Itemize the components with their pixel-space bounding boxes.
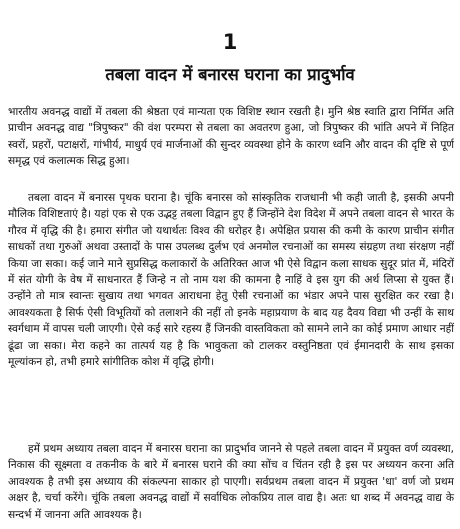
paragraph-1: भारतीय अवनद्ध वाद्यों में तबला की श्रेष्ठता एवं मान्यता एक विशिष्ट स्थान रखती है। मुनि श्रेष्ठ स्वाति द्वारा निर्मित अति प्राचीन अवनद्ध वाद्य "त्रिपुष्कर" की वंश परम्परा से तबला का अवतरण हुआ, जो त्रिपुष्कर की भांति अपने में निहित स्वरों, प्रहरों, पटाक्षरों, गांभीर्य, माधुर्य एवं मार्जनाओं की सुन्दर व्यवस्था होने के कारण ध्वनि और वादन की दृष्टि से पूर्ण समृद्ध एवं कलात्मक सिद्ध हुआ।: [8, 106, 454, 168]
paragraph-2: तबला वादन में बनारस पृथक घराना है। चूंकि बनारस को सांस्कृतिक राजधानी भी कही जाती है, इसकी अपनी मौलिक विशिष्टताएं है। यहां एक से एक उद्भट्ट तबला विद्वान हुए हैं जिन्होंने देश विदेश में अपने तबला वादन से भारत के गौरव में वृद्धि की है। हमारा संगीत जो यथार्थतः विश्व की धरोहर है। अपेक्षित प्रयास की कमी के कारण प्राचीन संगीत साधकों तथा गुरुओं अथवा उस्तादों के पास उपलब्ध दुर्लभ एवं अनमोल रचनाओं का समस्य संग्रहण तथा संरक्षण नहीं किया जा सका। कई जाने माने सुप्रसिद्ध कलाकारों के अतिरिक्त आज भी ऐसे विद्वान कला साधक सुदूर प्रांत में, मंदिरों में संत योगी के वेष में साधनारत हैं जिन्हे न तो नाम यश की कामना है नाहिं वे इस युग की अर्थ लिप्सा से युक्त हैं। उन्होंने तो मात्र स्वान्तः सुखाय तथा भगवत आराधना हेतु ऐसी रचनाओं का भंडार अपने पास सुरक्षित कर रखा है। आवश्यकता है सिर्फ ऐसी विभूतियों को तलाशने की नहीं तो इनके महाप्रयाण के बाद यह दैवय विद्या भी उन्हीं के साथ स्वर्गधाम में वापस चली जाएगी। ऐसे कई सारे रहस्य हैं जिनकी वास्तविकता को सामने लाने का कोई प्रमाण आधार नहीं ढूंढा जा सका। मेरा कहने का तात्पर्य यह है कि भावुकता को टालकर वस्तुनिष्ठता एवं ईमानदारी के साथ इसका मूल्यांकन हो, तभी हमारे सांगीतिक कोश में वृद्धि होगी।: [8, 192, 454, 369]
paragraph-3: हमें प्रथम अध्याय तबला वादन में बनारस घराना का प्रादुर्भाव जानने से पहले तबला वादन में प्रयुक्त वर्ण व्यवस्था, निकास की सूक्ष्मता व तकनीक के बारे में बनारस घराने की क्या सोंच व चिंतन रही है इस पर अध्ययन करना अति आवश्यक है तभी इस अध्याय की संकल्पना साकार हो पाएगी। सर्वप्रथम तबला वादन में प्रयुक्त 'धा' वर्ण जो प्रथम अक्षर है, चर्चा करेंगे। चूंकि तबला अवनद्ध वाद्यों में सर्वाधिक लोकप्रिय ताल वाद्य है। अतः धा शब्द में अवनद्ध वाद्य के सन्दर्भ में जानना अति आवश्यक है।: [8, 443, 454, 521]
chapter-number: 1: [222, 30, 238, 54]
chapter-title: तबला वादन में बनारस घराना का प्रादुर्भाव: [105, 65, 355, 84]
